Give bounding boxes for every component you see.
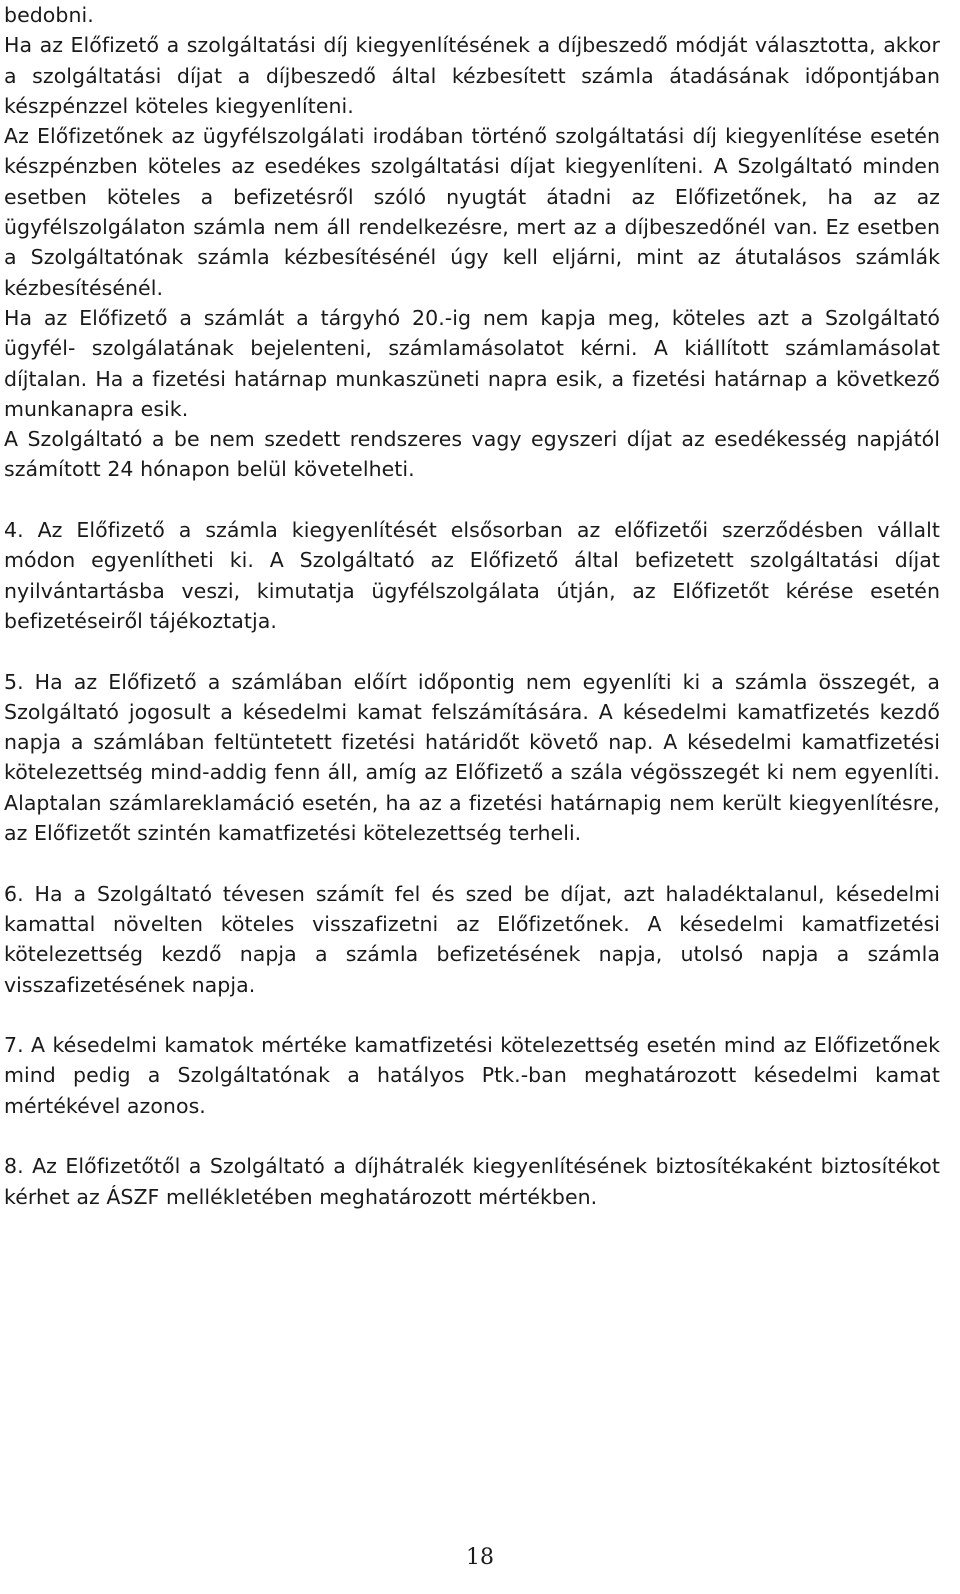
paragraph-section-4: 4. Az Előfizető a számla kiegyenlítését elsősorban az előfizetői szerződésben vállalt módon egyenlítheti ki. A Szolgáltató az Előfizető által befizetett szolgáltatási díjat nyilvántartásba veszi, kimutatja ügyfélszolgálata útján, az Előfizetőt kérése esetén befizetéseiről tájékoztatja. bbox=[4, 518, 940, 633]
paragraph-claim-period: A Szolgáltató a be nem szedett rendszeres vagy egyszeri díjat az esedékesség napjától számított 24 hónapon belül követelheti. bbox=[4, 427, 940, 482]
paragraph-section-5: 5. Ha az Előfizető a számlában előírt időpontig nem egyenlíti ki a számla összegét, a Szolgáltató jogosult a késedelmi kamat felszámítására. A késedelmi kamatfizetés kezdő napja a számlában feltüntetett fizetési határidőt követő nap. A késedelmi kamatfizetési kötelezettség mind-addig fenn áll, amíg az Előfizető a szála végösszegét ki nem egyenlíti. Alaptalan számlareklamáció esetén, ha az a fizetési határnapig nem került kiegyenlítésre, az Előfizetőt szintén kamatfizetési kötelezettség terheli. bbox=[4, 669, 940, 846]
paragraph-office-payment: Az Előfizetőnek az ügyfélszolgálati irodában történő szolgáltatási díj kiegyenlítése esetén készpénzben köteles az esedékes szolgáltatási díjat kiegyenlíteni. A Szolgáltató minden esetben köteles a befizetésről szóló nyugtát átadni az Előfizetőnek, ha az az ügyfélszolgálaton számla nem áll rendelkezésre, mert az a díjbeszedőnél van. Ez esetben a Szolgáltatónak számla kézbesítésénél úgy kell eljárni, mint az átutalásos számlák kézbesítésénél. bbox=[4, 124, 940, 300]
paragraph-continuation: bedobni. bbox=[4, 3, 94, 27]
document-page bbox=[4, 0, 940, 1212]
paragraph-section-7: 7. A késedelmi kamatok mértéke kamatfizetési kötelezettség esetén mind az Előfizetőnek mind pedig a Szolgáltatónak a hatályos Ptk.-ban meghatározott késedelmi kamat mértékével azonos. bbox=[4, 1033, 940, 1118]
paragraph-section-6: 6. Ha a Szolgáltató tévesen számít fel és szed be díjat, azt haladéktalanul, késedelmi kamattal növelten köteles visszafizetni az Előfizetőnek. A késedelmi kamatfizetési kötelezettség kezdő napja a számla befizetésének napja, utolsó napja a számla visszafizetésének napja. bbox=[4, 881, 940, 997]
paragraph-section-8: 8. Az Előfizetőtől a Szolgáltató a díjhátralék kiegyenlítésének biztosítékaként biztosítékot kérhet az ÁSZF mellékletében meghatározott mértékben. bbox=[4, 1154, 940, 1209]
paragraph-missing-invoice: Ha az Előfizető a számlát a tárgyhó 20.-ig nem kapja meg, köteles azt a Szolgáltató ügyfél- szolgálatának bejelenteni, számlamásolatot kérni. A kiállított számlamásolat díjtalan. Ha a fizetési határnap munkaszüneti napra esik, a fizetési határnap a következő munkanapra esik. bbox=[4, 305, 940, 421]
page-number: 18 bbox=[466, 1545, 494, 1570]
paragraph-direct-debit-payment: Ha az Előfizető a szolgáltatási díj kiegyenlítésének a díjbeszedő módját választotta, akkor a szolgáltatási díjat a díjbeszedő által kézbesített számla átadásának időpontjában készpénzzel köteles kiegyenlíteni. bbox=[4, 33, 940, 118]
